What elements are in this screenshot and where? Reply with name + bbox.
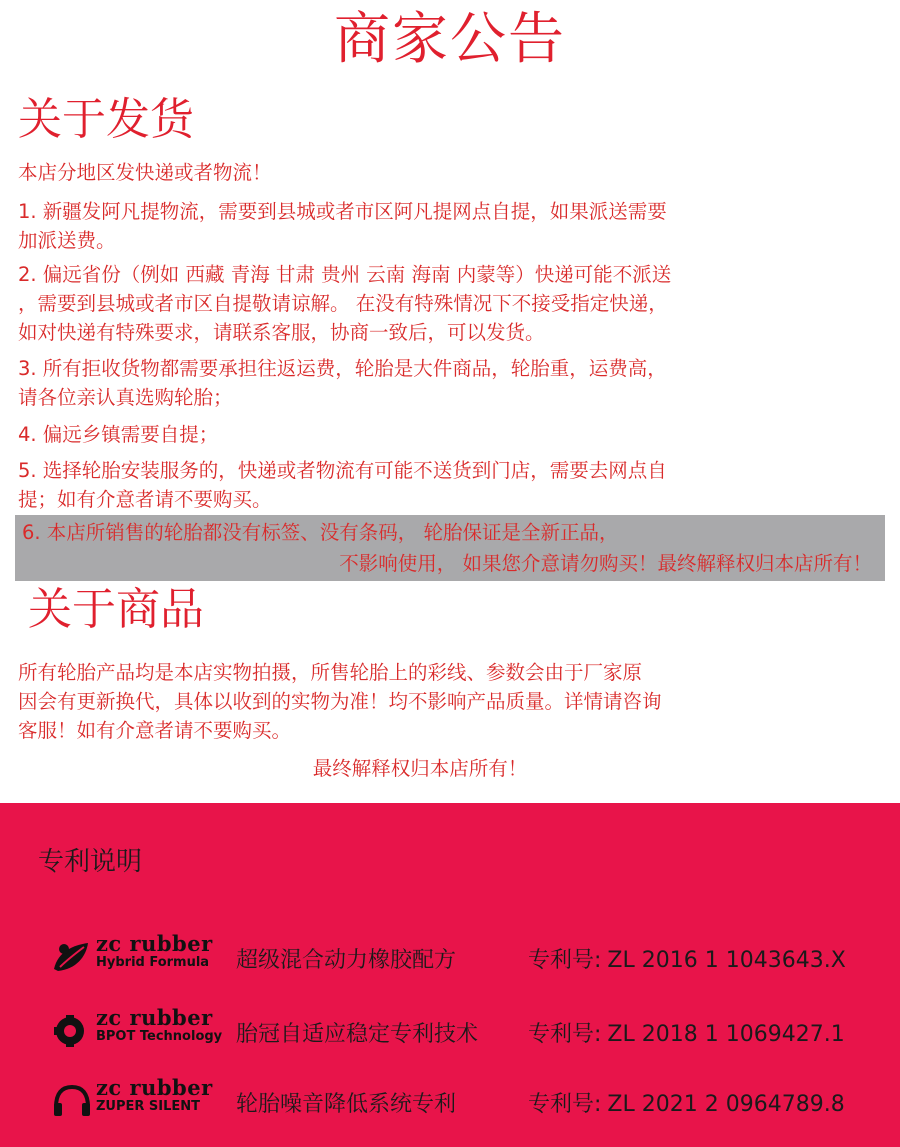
shipping-heading: 关于发货 xyxy=(18,94,194,145)
shipping-item-2-line-2: ，需要到县城或者市区自提敬请谅解。 在没有特殊情况下不接受指定快递， xyxy=(18,292,668,315)
shipping-item-3-line-2: 请各位亲认真选购轮胎； xyxy=(18,386,233,409)
brand-sub: BPOT Technology xyxy=(96,1029,223,1044)
shipping-item-1-line-1: 1. 新疆发阿凡提物流，需要到县城或者市区阿凡提网点自提，如果派送需要 xyxy=(18,200,667,223)
brand-sub: Hybrid Formula xyxy=(96,955,210,970)
patent-number xyxy=(528,1017,845,1048)
patent-number xyxy=(528,1087,845,1118)
final-statement: 最终解释权归本店所有！ xyxy=(312,757,528,780)
patent-row-bpot xyxy=(0,1005,900,1053)
zc-rubber-silent-logo xyxy=(52,1075,222,1123)
brand-name: zc rubber xyxy=(96,1005,213,1030)
patent-number-value: ZL 2016 1 1043643.X xyxy=(607,948,846,973)
patent-tech-name: 胎冠自适应稳定专利技术 xyxy=(236,1022,479,1047)
patent-tech-name: 超级混合动力橡胶配方 xyxy=(236,948,457,973)
shipping-item-4-line-1: 4. 偏远乡镇需要自提； xyxy=(18,423,219,446)
patent-tech-name: 轮胎噪音降低系统专利 xyxy=(236,1092,457,1117)
highlight-line-1: 6. 本店所销售的轮胎都没有标签、没有条码， 轮胎保证是全新正品， xyxy=(22,521,619,544)
product-line-2: 因会有更新换代，具体以收到的实物为准！均不影响产品质量。详情请咨询 xyxy=(18,690,662,713)
patent-number-label: 专利号: xyxy=(528,948,602,973)
shipping-item-5-line-2: 提；如有介意者请不要购买。 xyxy=(18,488,272,511)
leaf-icon xyxy=(52,939,92,975)
zc-rubber-hybrid-logo xyxy=(52,931,222,979)
brand-name: zc rubber xyxy=(96,931,213,956)
patent-number-label: 专利号: xyxy=(528,1092,602,1117)
zc-rubber-bpot-logo xyxy=(52,1005,223,1053)
brand-sub: ZUPER SILENT xyxy=(96,1099,201,1114)
product-line-3: 客服！如有介意者请不要购买。 xyxy=(18,719,292,742)
shipping-intro: 本店分地区发快递或者物流！ xyxy=(18,161,272,184)
patent-title: 专利说明 xyxy=(38,847,143,877)
shipping-item-2-line-3: 如对快递有特殊要求，请联系客服，协商一致后，可以发货。 xyxy=(18,321,545,344)
shipping-item-1-line-2: 加派送费。 xyxy=(18,229,116,252)
product-line-1: 所有轮胎产品均是本店实物拍摄，所售轮胎上的彩线、参数会由于厂家原 xyxy=(18,661,643,684)
notice-title: 商家公告 xyxy=(334,7,566,72)
patent-number-value: ZL 2021 2 0964789.8 xyxy=(607,1092,845,1117)
shipping-item-2-line-1: 2. 偏远省份（例如 西藏 青海 甘肃 贵州 云南 海南 内蒙等）快递可能不派送 xyxy=(18,263,672,286)
patent-row-silent xyxy=(0,1075,900,1123)
shipping-item-3-line-1: 3. 所有拒收货物都需要承担往返运费，轮胎是大件商品，轮胎重，运费高， xyxy=(18,357,667,380)
b-gear-icon xyxy=(52,1013,92,1049)
patent-number-value: ZL 2018 1 1069427.1 xyxy=(607,1022,845,1047)
brand-name: zc rubber xyxy=(96,1075,213,1100)
shipping-item-5-line-1: 5. 选择轮胎安装服务的，快递或者物流有可能不送货到门店，需要去网点自 xyxy=(18,459,667,482)
highlight-line-2: 不影响使用， 如果您介意请勿购买！最终解释权归本店所有！ xyxy=(339,552,872,575)
product-heading: 关于商品 xyxy=(28,584,204,635)
patent-number xyxy=(528,943,846,974)
patent-row-hybrid xyxy=(0,931,900,979)
headphones-icon xyxy=(52,1083,92,1119)
patent-section xyxy=(0,803,900,1147)
patent-number-label: 专利号: xyxy=(528,1022,602,1047)
